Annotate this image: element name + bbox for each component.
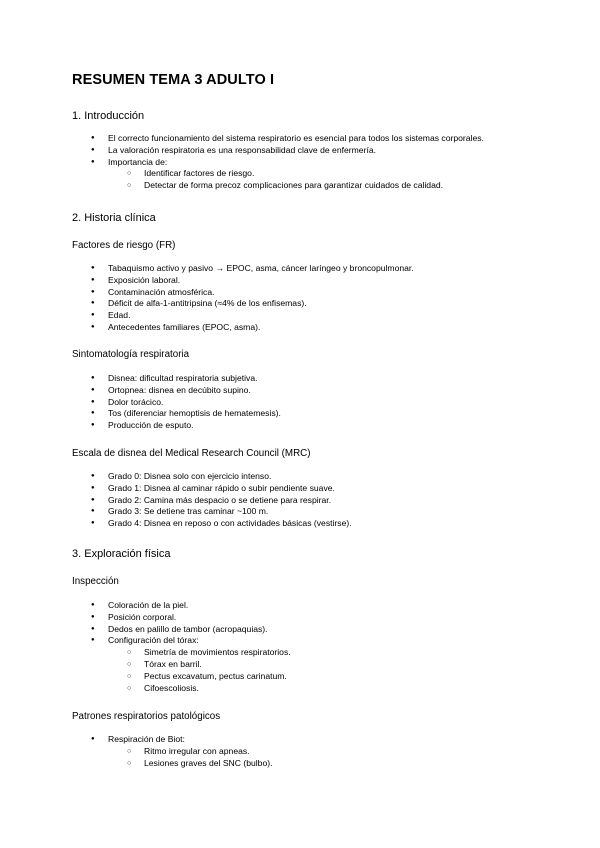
list-item: ● El correcto funcionamiento del sistema respiratorio es esencial para todos los sistemas corporales. <box>108 133 484 145</box>
list-item <box>108 734 273 769</box>
list-item: ● Grado 4: Disnea en reposo o con actividades básicas (vestirse). <box>108 518 352 530</box>
list-item: ● La valoración respiratoria es una responsabilidad clave de enfermería. <box>108 145 484 157</box>
list-item: ● Disnea: dificultad respiratoria subjetiva. <box>108 373 281 385</box>
list-item: ● Grado 2: Camina más despacio o se detiene para respirar. <box>108 495 352 507</box>
list-item: ● Dedos en palillo de tambor (acropaquias). <box>108 624 291 636</box>
document-title: RESUMEN TEMA 3 ADULTO I <box>72 72 275 88</box>
configuracion-torax-sublist <box>108 647 291 694</box>
list-item: ● Contaminación atmosférica. <box>108 287 414 299</box>
section-heading-introduccion: 1. Introducción <box>72 110 145 122</box>
subheading-patrones-respiratorios: Patrones respiratorios patológicos <box>72 711 221 722</box>
list-item: ● Coloración de la piel. <box>108 600 291 612</box>
introduccion-list <box>108 133 484 192</box>
section-heading-exploracion-fisica: 3. Exploración física <box>72 548 171 560</box>
introduccion-sublist <box>108 168 484 192</box>
sublist-item: ○ Ritmo irregular con apneas. <box>144 746 273 758</box>
sintomatologia-list <box>108 373 281 432</box>
inspeccion-list <box>108 600 291 694</box>
list-item: ● Dolor torácico. <box>108 397 281 409</box>
sublist-item: ○ Tórax en barril. <box>144 659 291 671</box>
list-item: ● Antecedentes familiares (EPOC, asma). <box>108 322 414 334</box>
sublist-item: ○ Pectus excavatum, pectus carinatum. <box>144 671 291 683</box>
list-item: ● Posición corporal. <box>108 612 291 624</box>
list-item: ● Déficit de alfa-1-antitripsina (≈4% de los enfisemas). <box>108 298 414 310</box>
respiracion-biot-sublist <box>108 746 273 770</box>
subheading-factores-riesgo: Factores de riesgo (FR) <box>72 240 176 251</box>
list-item-text: Importancia de: <box>108 156 168 167</box>
list-item-text: Respiración de Biot: <box>108 734 185 744</box>
sublist-item: ○ Cifoescoliosis. <box>144 683 291 695</box>
sublist-item: ○ Simetría de movimientos respiratorios. <box>144 647 291 659</box>
sublist-item: ○ Detectar de forma precoz complicaciones para garantizar cuidados de calidad. <box>144 180 484 192</box>
list-item <box>108 157 484 192</box>
subheading-escala-mrc: Escala de disnea del Medical Research Council (MRC) <box>72 448 311 459</box>
list-item: ● Grado 1: Disnea al caminar rápido o subir pendiente suave. <box>108 483 352 495</box>
list-item: ● Grado 3: Se detiene tras caminar ~100 m. <box>108 506 352 518</box>
subheading-inspeccion: Inspección <box>72 576 119 587</box>
list-item: ● Producción de esputo. <box>108 420 281 432</box>
subheading-sintomatologia: Sintomatología respiratoria <box>72 349 190 360</box>
sublist-item: ○ Lesiones graves del SNC (bulbo). <box>144 758 273 770</box>
section-heading-historia-clinica: 2. Historia clínica <box>72 212 156 224</box>
sublist-item: ○ Identificar factores de riesgo. <box>144 168 484 180</box>
list-item <box>108 635 291 694</box>
list-item: ● Exposición laboral. <box>108 275 414 287</box>
list-item: ● Edad. <box>108 310 414 322</box>
escala-mrc-list <box>108 471 352 530</box>
factores-riesgo-list <box>108 263 414 334</box>
list-item: ● Tabaquismo activo y pasivo → EPOC, asma, cáncer laríngeo y broncopulmonar. <box>108 263 414 275</box>
list-item: ● Ortopnea: disnea en decúbito supino. <box>108 385 281 397</box>
list-item: ● Tos (diferenciar hemoptisis de hematemesis). <box>108 408 281 420</box>
list-item: ● Grado 0: Disnea solo con ejercicio intenso. <box>108 471 352 483</box>
patrones-respiratorios-list <box>108 734 273 769</box>
list-item-text: Configuración del tórax: <box>108 635 199 646</box>
